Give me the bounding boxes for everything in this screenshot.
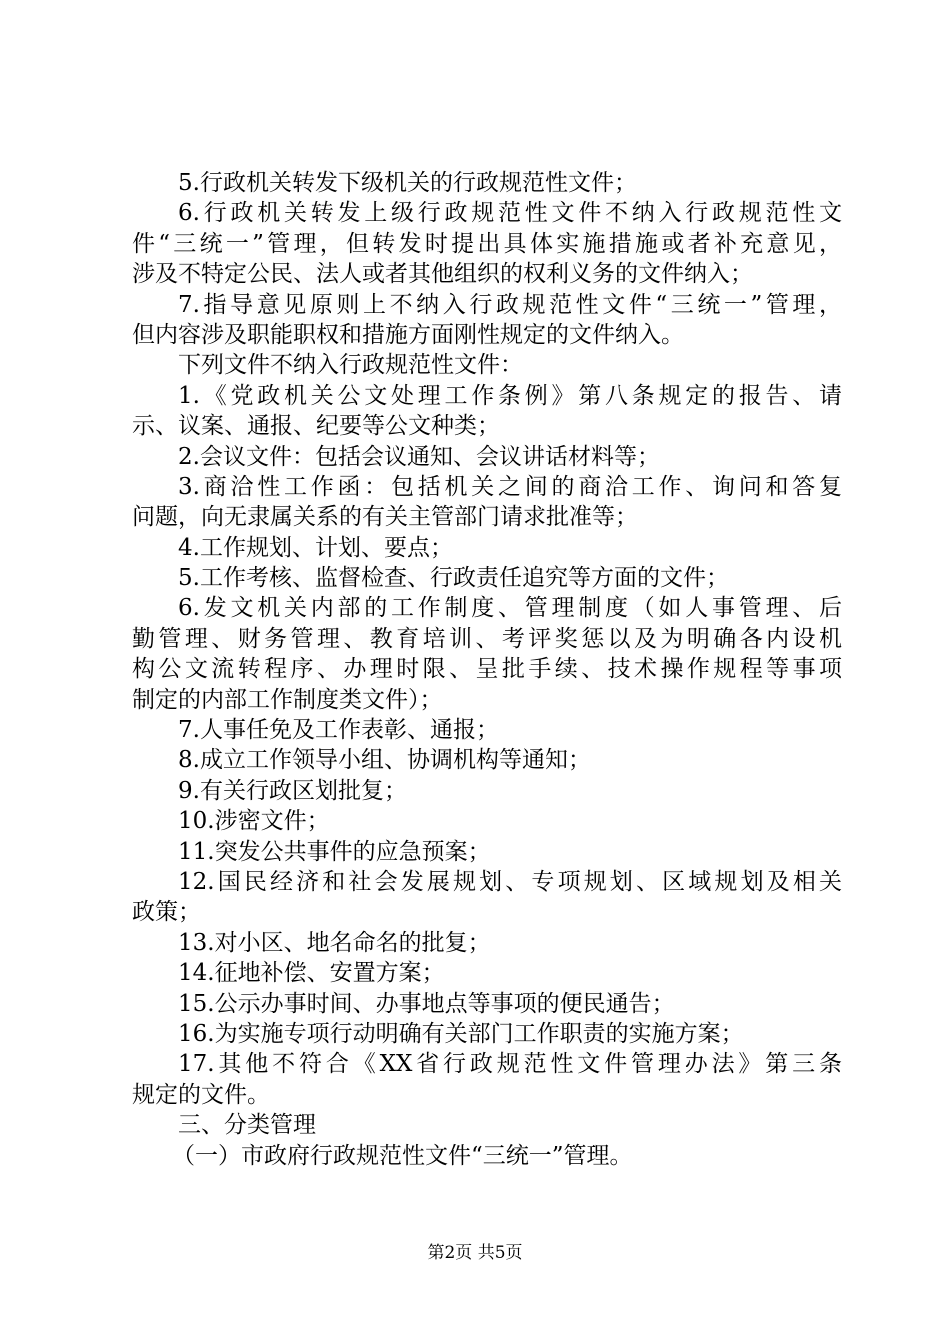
- text-line: 6.行政机关转发上级行政规范性文件不纳入行政规范性文: [178, 200, 842, 227]
- text-line: 16.为实施专项行动明确有关部门工作职责的实施方案；: [178, 1020, 744, 1047]
- text-line: 7.人事任免及工作表彰、通报；: [178, 717, 499, 744]
- text-line: 17.其他不符合《XX省行政规范性文件管理办法》第三条: [178, 1051, 842, 1078]
- text-line: 15.公示办事时间、办事地点等事项的便民通告；: [178, 990, 675, 1017]
- text-line: 10.涉密文件；: [178, 808, 330, 835]
- text-line: 问题，向无隶属关系的有关主管部门请求批准等；: [132, 504, 638, 531]
- text-line: 14.征地补偿、安置方案；: [178, 960, 445, 987]
- document-body: [132, 168, 842, 1171]
- text-line: 三、分类管理: [178, 1112, 316, 1139]
- text-line: 7.指导意见原则上不纳入行政规范性文件“三统一”管理，: [178, 291, 842, 318]
- text-line: 5.行政机关转发下级机关的行政规范性文件；: [178, 170, 637, 196]
- text-line: 8.成立工作领导小组、协调机构等通知；: [178, 747, 591, 774]
- text-line: 12.国民经济和社会发展规划、专项规划、区域规划及相关: [178, 868, 842, 895]
- text-line: 11.突发公共事件的应急预案；: [178, 838, 491, 865]
- text-line: 5.工作考核、监督检查、行政责任追究等方面的文件；: [178, 565, 729, 592]
- text-line: 勤管理、财务管理、教育培训、考评奖惩以及为明确各内设机: [132, 625, 842, 652]
- text-line: 2.会议文件：包括会议通知、会议讲话材料等；: [178, 443, 660, 470]
- text-line: 涉及不特定公民、法人或者其他组织的权利义务的文件纳入；: [132, 261, 753, 288]
- text-line: 构公文流转程序、办理时限、呈批手续、技术操作规程等事项: [132, 656, 842, 683]
- text-line: 3.商洽性工作函：包括机关之间的商洽工作、询问和答复: [178, 473, 842, 500]
- text-line: 制定的内部工作制度类文件）；: [132, 686, 443, 713]
- text-line: 9.有关行政区划批复；: [178, 777, 407, 804]
- text-line: 件“三统一”管理，但转发时提出具体实施措施或者补充意见，: [132, 230, 842, 257]
- text-line: 政策；: [132, 899, 201, 926]
- page-footer: 第2页 共5页: [427, 1243, 523, 1263]
- text-line: 但内容涉及职能职权和措施方面刚性规定的文件纳入。: [132, 321, 684, 348]
- text-line: 6.发文机关内部的工作制度、管理制度（如人事管理、后: [178, 595, 842, 622]
- text-line: 4.工作规划、计划、要点；: [178, 534, 453, 561]
- text-line: 1.《党政机关公文处理工作条例》第八条规定的报告、请: [178, 382, 842, 409]
- text-line: （一）市政府行政规范性文件“三统一”管理。: [172, 1142, 633, 1169]
- text-line: 下列文件不纳入行政规范性文件：: [178, 352, 523, 379]
- text-line: 示、议案、通报、纪要等公文种类；: [132, 413, 500, 440]
- text-line: 规定的文件。: [132, 1081, 270, 1108]
- text-line: 13.对小区、地名命名的批复；: [178, 929, 491, 956]
